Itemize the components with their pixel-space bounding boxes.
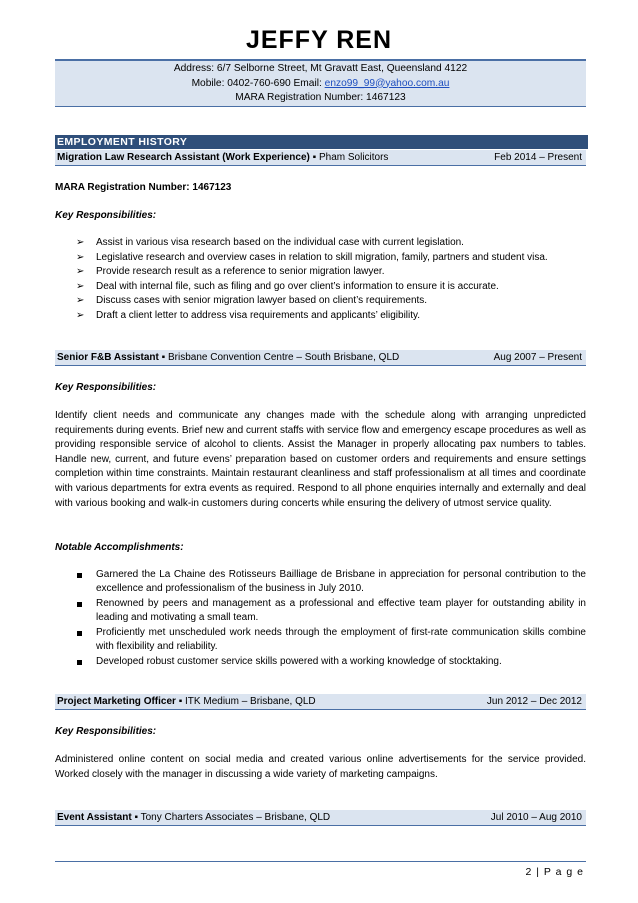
arrow-bullet-icon: ➢: [76, 280, 85, 292]
responsibilities-heading: Key Responsibilities:: [55, 210, 157, 221]
job-title: Migration Law Research Assistant (Work Experience): [57, 152, 310, 163]
square-bullet-icon: [77, 602, 82, 607]
list-item: ➢ Provide research result as a reference to senior migration lawyer.: [76, 265, 548, 280]
square-bullet-icon: [77, 631, 82, 636]
contact-block: [55, 59, 586, 107]
job-header: [55, 150, 586, 166]
accomplishments-heading: Notable Accomplishments:: [55, 542, 184, 553]
email-link[interactable]: enzo99_99@yahoo.com.au: [324, 77, 450, 89]
arrow-bullet-icon: ➢: [76, 295, 85, 306]
list-item: ➢ Discuss cases with senior migration lawyer based on client’s requirements.: [76, 294, 548, 309]
job-header: [55, 810, 586, 826]
list-item: ➢ Deal with internal file, such as filing and go over client’s information to ensure it is accurate.: [76, 280, 548, 295]
list-item: ➢ Draft a client letter to address visa requirements and applicants’ eligibility.: [76, 309, 548, 324]
arrow-bullet-icon: ➢: [76, 309, 85, 321]
job-dates: Jul 2010 – Aug 2010: [490, 812, 582, 823]
list-item: Proficiently met unscheduled work needs through the employment of first-rate communication skills combine with flexibility and reliability.: [76, 626, 586, 654]
responsibilities-paragraph: Administered online content on social media and created various online advertisements for the service provided. Worked closely with the manager in discussing a wide variety of marketing campaigns.: [55, 754, 586, 780]
arrow-bullet-icon: ➢: [76, 237, 85, 248]
accomplishments-list: [76, 568, 586, 670]
list-item: ➢ Assist in various visa research based on the individual case with current legislation.: [76, 236, 548, 251]
candidate-name: JEFFY REN: [245, 26, 393, 54]
job-title: Senior F&B Assistant: [57, 352, 159, 363]
footer-divider: [55, 861, 586, 862]
arrow-bullet-icon: ➢: [76, 251, 85, 263]
square-bullet-icon: [77, 573, 82, 578]
separator-bullet: ▪: [178, 696, 183, 707]
responsibilities-heading: Key Responsibilities:: [55, 726, 157, 737]
list-item: Garnered the La Chaine des Rotisseurs Bailliage de Brisbane in appreciation for personal contribution to the excellence and professionalism of the business in July 2010.: [76, 568, 586, 596]
page-number: 2 | P a g e: [525, 866, 584, 878]
square-bullet-icon: [77, 660, 82, 665]
mara-registration: MARA Registration Number: 1467123: [55, 182, 232, 193]
list-item: Developed robust customer service skills powered with a working knowledge of stocktaking.: [76, 655, 586, 669]
separator-bullet: ▪: [161, 352, 166, 363]
job-dates: Feb 2014 – Present: [494, 152, 582, 163]
responsibilities-heading: Key Responsibilities:: [55, 382, 157, 393]
job-header: [55, 694, 586, 710]
job-employer: Pham Solicitors: [318, 152, 389, 163]
mara-line: MARA Registration Number: 1467123: [235, 92, 406, 103]
responsibilities-paragraph: Identify client needs and communicate any changes made with the schedule along with arranging unpredicted requirements during events. Brief new and current staffs with service flow and emergency escape procedures as well as providing responsible service of alcohol to clients. Assist the Manager in properly allocating pax numbers to tables. Handle new, current, and future evens’ preparation based on customer orders and requirements and ensure settings completion within time constraints. Maintain restaurant cleanliness and staff professionalism at all times and coordinate with various departments for extra events as required. Respond to all phone enquiries internally and externally and deal with various booking and walk-in customers during concerts while ensuring the delivery of utmost service quality.: [55, 410, 586, 509]
job-dates: Jun 2012 – Dec 2012: [486, 696, 582, 707]
mobile-email-line: [55, 77, 586, 92]
job-title: Project Marketing Officer: [57, 696, 176, 707]
job-header: [55, 350, 586, 366]
job-employer: Tony Charters Associates – Brisbane, QLD: [140, 812, 331, 823]
section-employment-history: EMPLOYMENT HISTORY: [55, 135, 588, 149]
job-dates: Aug 2007 – Present: [493, 352, 582, 363]
list-item: ➢ Legislative research and overview cases in relation to skill migration, family, partners and student visa.: [76, 251, 548, 266]
arrow-bullet-icon: ➢: [76, 266, 85, 277]
job-title: Event Assistant: [57, 812, 132, 823]
mobile-text: Mobile: 0402-760-690 Email:: [191, 77, 325, 89]
separator-bullet: ▪: [312, 152, 317, 163]
address-line: Address: 6/7 Selborne Street, Mt Gravatt East, Queensland 4122: [173, 63, 468, 74]
separator-bullet: ▪: [134, 812, 138, 823]
list-item: Renowned by peers and management as a professional and effective team player for outstanding ability in leading and motivating a small team.: [76, 597, 586, 625]
job-employer: ITK Medium – Brisbane, QLD: [185, 696, 316, 707]
job-employer: Brisbane Convention Centre – South Brisbane, QLD: [167, 352, 400, 363]
responsibilities-list: [76, 236, 548, 323]
